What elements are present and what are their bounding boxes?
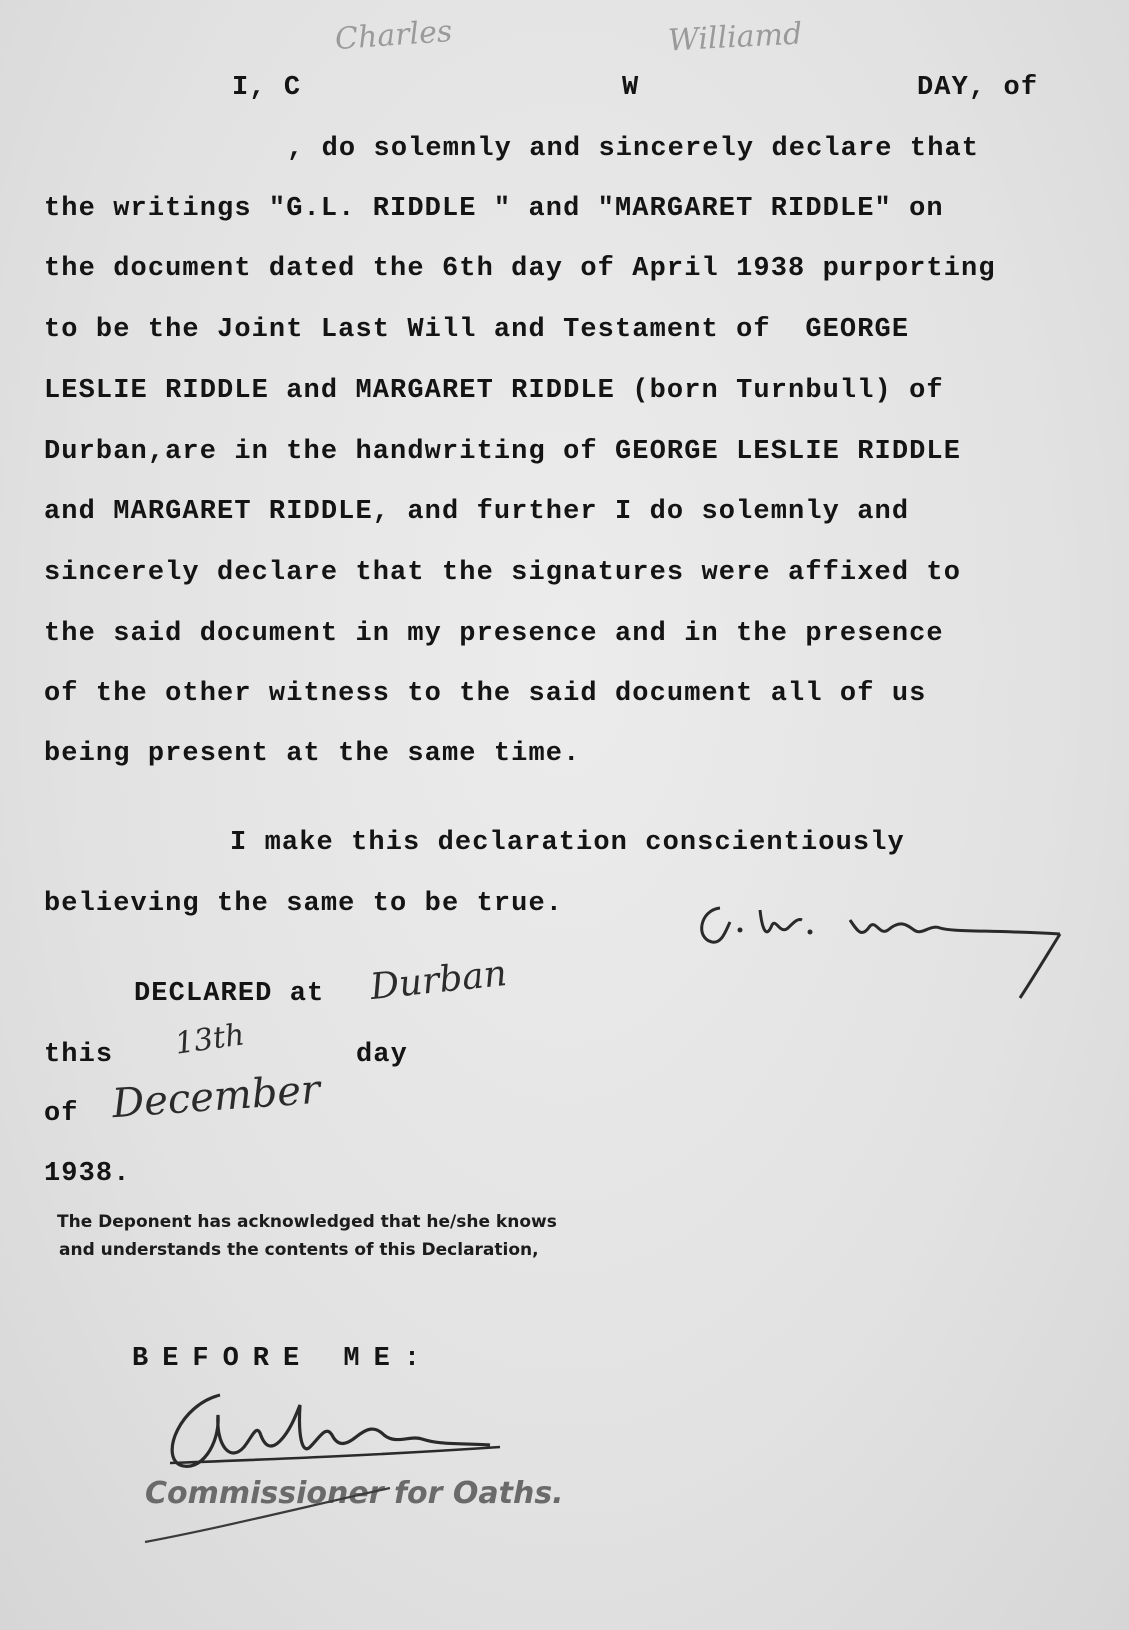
- declared-place: Durban: [368, 952, 509, 1009]
- commissioner-for-oaths-label: Commissioner for Oaths.: [145, 1476, 564, 1511]
- conscience-line-1: I make this declaration conscientiously: [230, 828, 905, 858]
- strike-through-line: [140, 1480, 400, 1550]
- declaration-line: and MARGARET RIDDLE, and further I do solemnly and: [44, 497, 910, 527]
- declaration-line: , do solemnly and sincerely declare that: [287, 134, 980, 164]
- day-label: day: [356, 1040, 408, 1070]
- declaration-line: of the other witness to the said document all of us: [44, 679, 927, 709]
- conscience-line-2: believing the same to be true.: [44, 889, 564, 919]
- declared-year: 1938.: [44, 1159, 131, 1189]
- handwritten-first-name: Charles: [333, 13, 454, 58]
- this-label: this: [44, 1040, 114, 1070]
- declaration-line: Durban,are in the handwriting of GEORGE LESLIE RIDDLE: [44, 437, 962, 467]
- before-me-label: BEFORE ME:: [132, 1344, 435, 1374]
- declared-month: December: [110, 1066, 322, 1128]
- declaration-line: the writings "G.L. RIDDLE " and "MARGARET RIDDLE" on: [44, 194, 944, 224]
- declared-day-number: 13th: [172, 1017, 247, 1062]
- declaration-line: the said document in my presence and in the presence: [44, 619, 944, 649]
- of-label: of: [44, 1099, 79, 1129]
- declaration-line: sincerely declare that the signatures were affixed to: [44, 558, 962, 588]
- declaration-initial-w: W: [622, 73, 640, 103]
- declared-at-label: DECLARED at: [134, 979, 325, 1009]
- declaration-line: to be the Joint Last Will and Testament of GEORGE: [44, 315, 910, 345]
- deponent-stamp-line-2: and understands the contents of this Declaration,: [59, 1240, 539, 1260]
- deponent-stamp-line-1: The Deponent has acknowledged that he/she knows: [57, 1212, 557, 1232]
- declaration-day-of: DAY, of: [917, 73, 1039, 103]
- declaration-opening: I, C: [232, 73, 302, 103]
- declaration-line: the document dated the 6th day of April 1938 purporting: [44, 254, 996, 284]
- deponent-signature: [690, 880, 1080, 1010]
- declaration-line: LESLIE RIDDLE and MARGARET RIDDLE (born Turnbull) of: [44, 376, 944, 406]
- handwritten-surname: Williamd: [667, 16, 804, 59]
- declaration-line: being present at the same time.: [44, 739, 581, 769]
